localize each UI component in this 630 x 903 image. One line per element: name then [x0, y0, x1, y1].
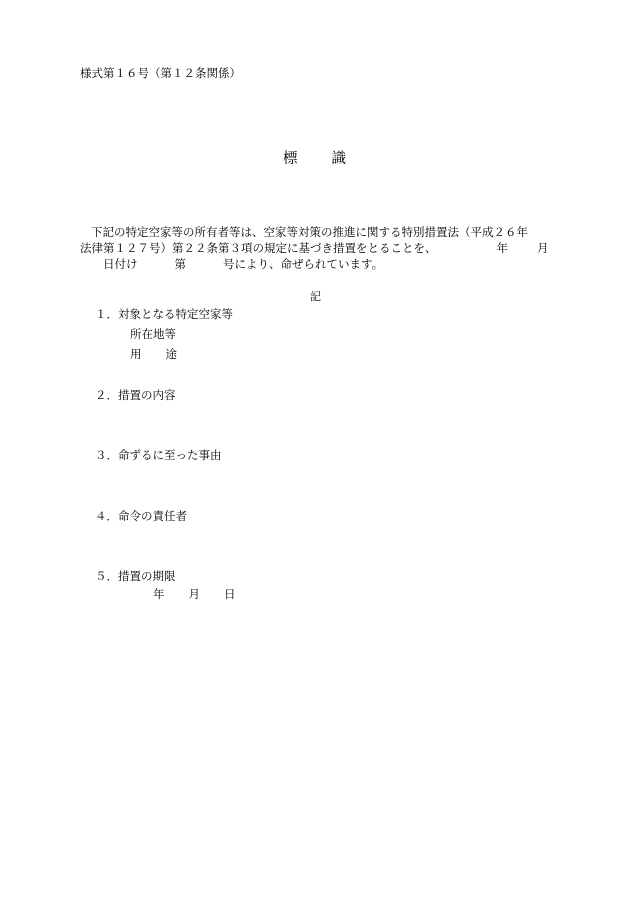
title-char-1: 標 — [283, 151, 298, 167]
use-char-2: 途 — [165, 347, 177, 361]
body-line-2-text: 法律第１２７号）第２２条第３項の規定に基づき措置をとることを、 — [80, 241, 437, 255]
body-line-2 — [80, 243, 549, 255]
page-title — [283, 152, 346, 167]
item-1-target-property: １．対象となる特定空家等 — [95, 307, 233, 321]
body-dai-label: 第 — [174, 257, 186, 271]
body-day-label: 日付け — [103, 257, 138, 271]
item-5-deadline: ５．措置の期限 — [95, 569, 176, 583]
deadline-day-label: 日 — [224, 587, 236, 601]
deadline-month-label: 月 — [188, 587, 200, 601]
item-1-location-label: 所在地等 — [130, 327, 176, 341]
body-line-3 — [80, 259, 383, 271]
body-month-label: 月 — [537, 241, 549, 255]
deadline-year-label: 年 — [153, 587, 165, 601]
item-3-reason: ３．命ずるに至った事由 — [95, 448, 222, 462]
item-1-use-label — [130, 349, 177, 361]
body-line-1: 下記の特定空家等の所有者等は、空家等対策の推進に関する特別措置法（平成２６年 — [91, 225, 528, 239]
deadline-date — [153, 589, 236, 601]
title-char-2: 識 — [331, 151, 346, 167]
item-4-responsible-person: ４．命令の責任者 — [95, 509, 187, 523]
form-number: 様式第１６号（第１２条関係） — [80, 66, 241, 80]
ki-heading: 記 — [310, 290, 321, 303]
body-line-3-text: 号により、命ぜられています。 — [223, 257, 384, 271]
body-year-label: 年 — [496, 241, 508, 255]
item-2-measure-content: ２．措置の内容 — [95, 388, 176, 402]
use-char-1: 用 — [130, 347, 142, 361]
